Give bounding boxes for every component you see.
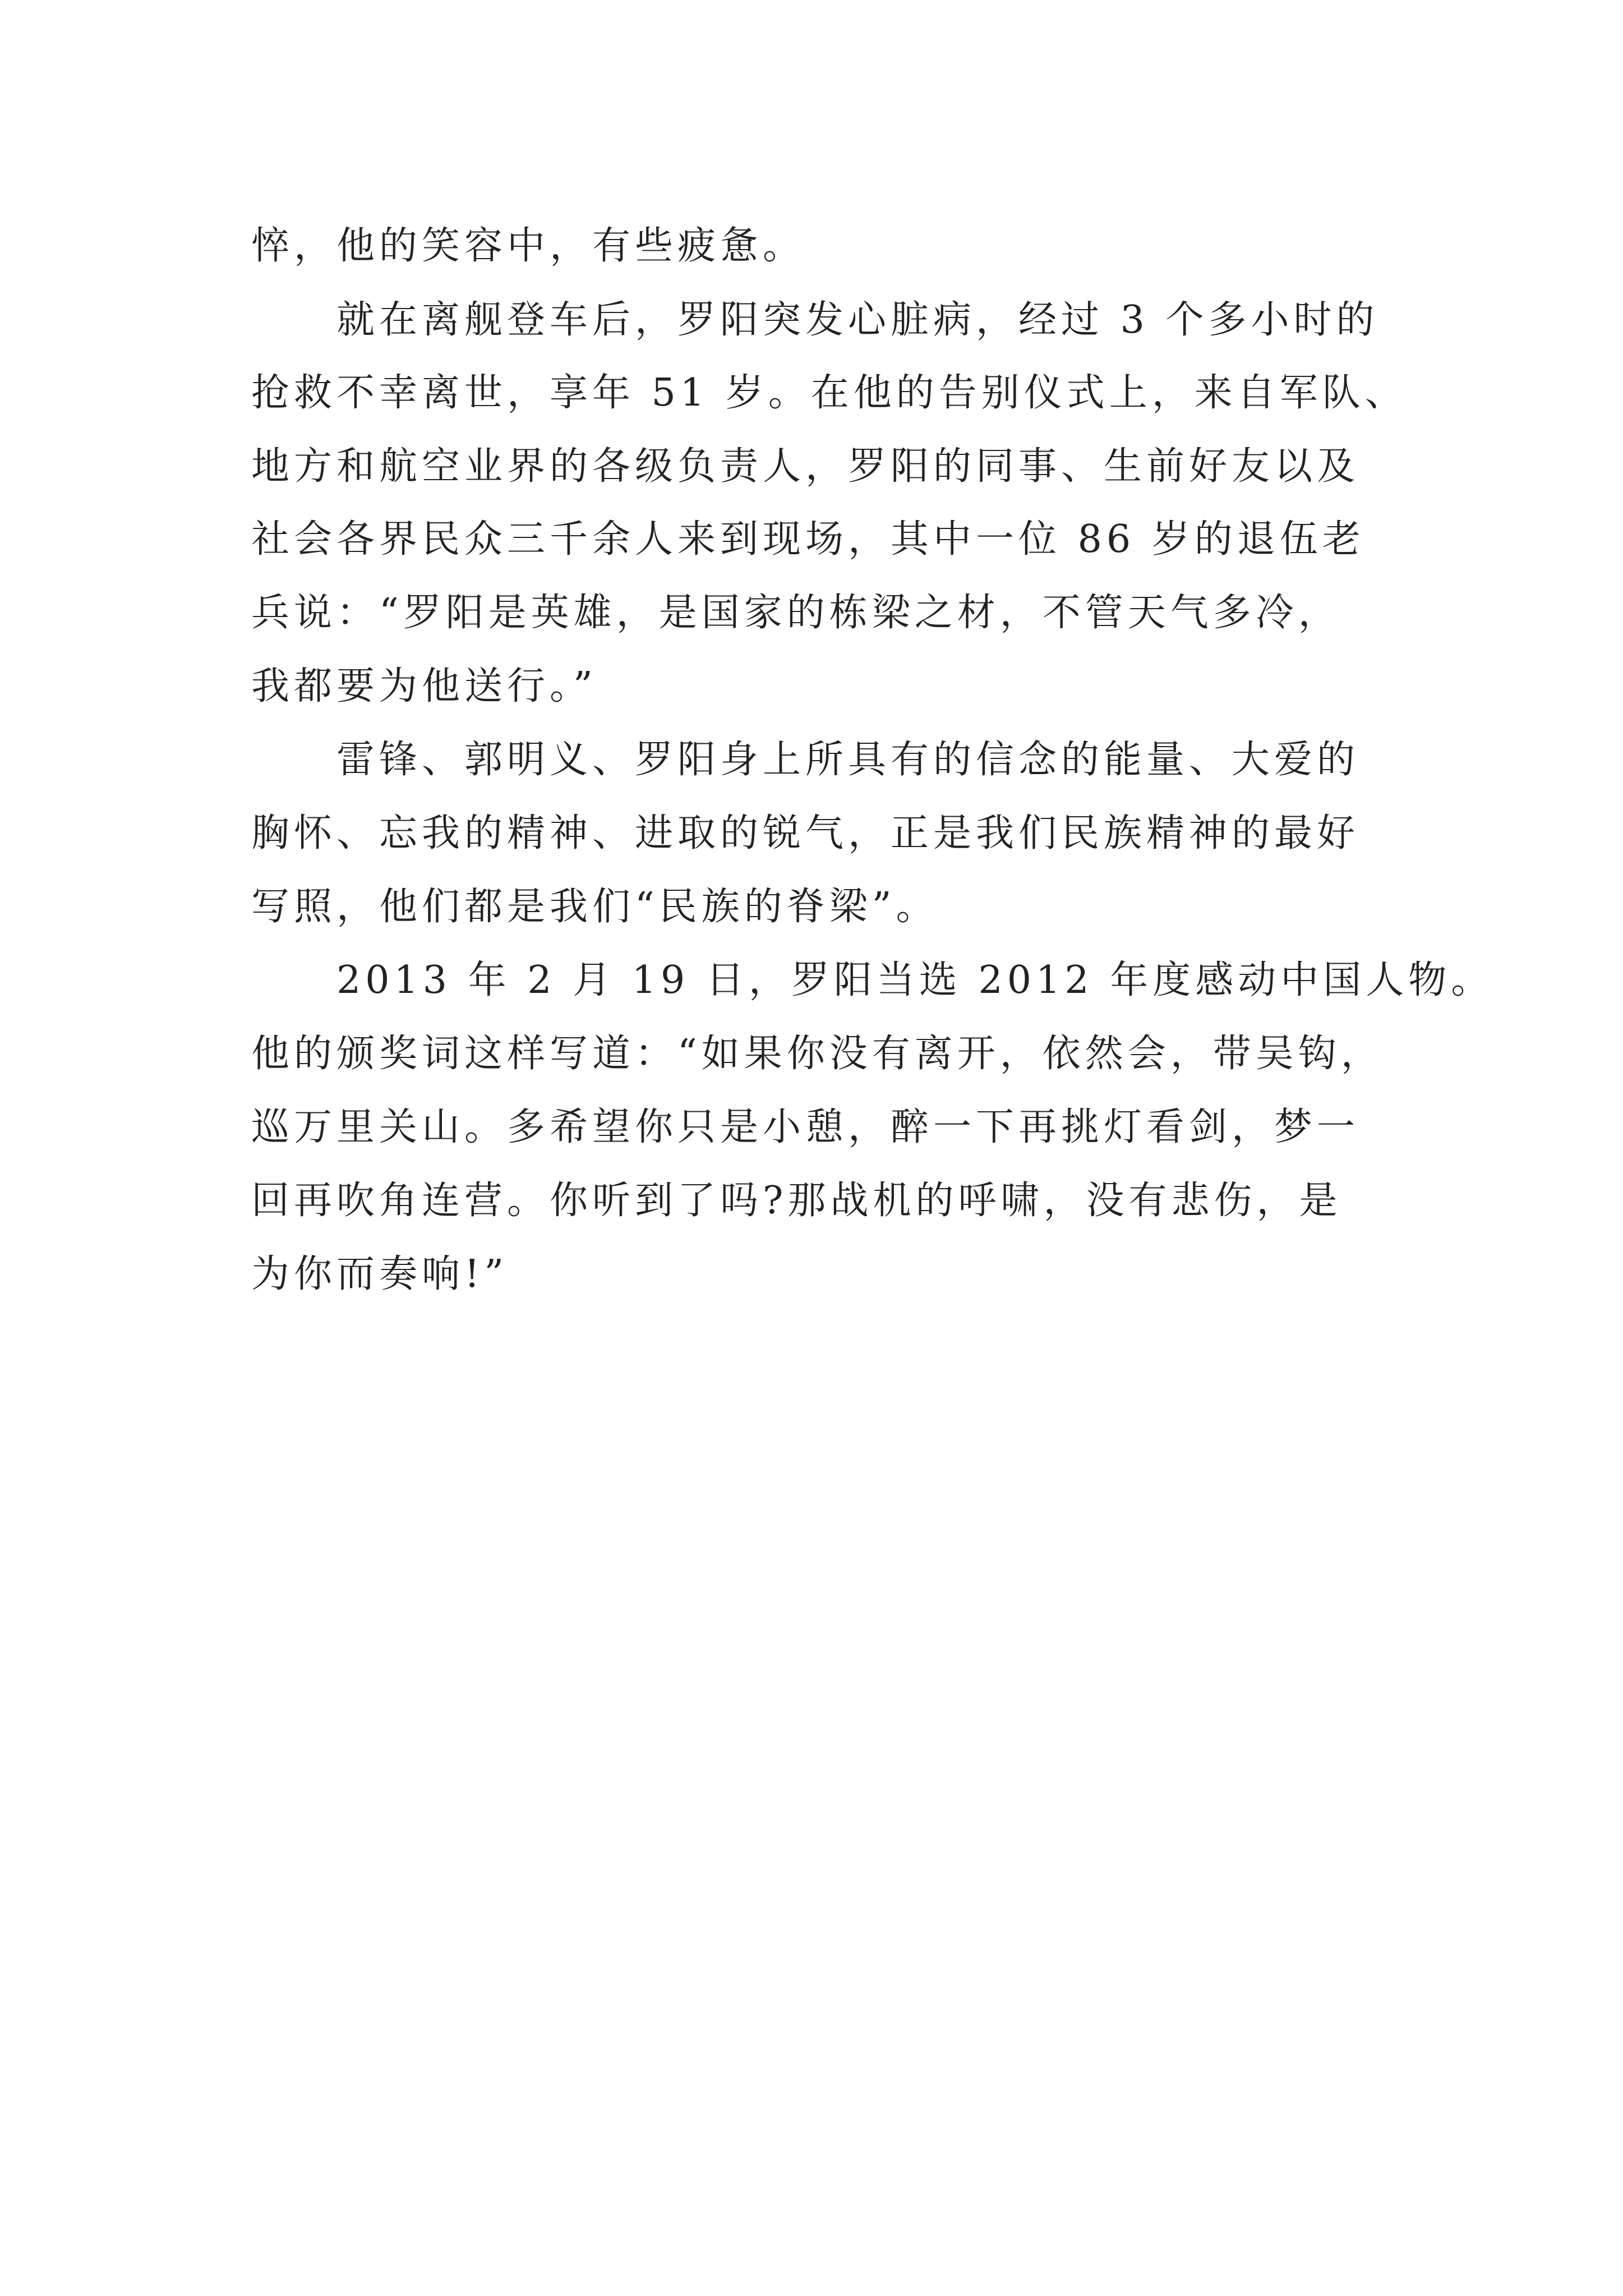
text-line: 抢救不幸离世，享年 51 岁。在他的告别仪式上，来自军队、 [251, 371, 1408, 415]
text-line: 他的颁奖词这样写道：“如果你没有离开，依然会，带吴钩， [251, 1032, 1384, 1076]
text-line: 地方和航空业界的各级负责人，罗阳的同事、生前好友以及 [251, 444, 1360, 489]
text-line: 兵说：“罗阳是英雄，是国家的栋梁之材，不管天气多冷， [251, 591, 1341, 635]
text-line: 悴，他的笑容中，有些疲惫。 [251, 224, 806, 268]
text-line: 雷锋、郭明义、罗阳身上所具有的信念的能量、大爱的 [336, 738, 1360, 782]
text-line: 我都要为他送行。” [251, 664, 597, 708]
text-line: 写照，他们都是我们“民族的脊梁”。 [251, 885, 939, 929]
text-line: 2013 年 2 月 19 日，罗阳当选 2012 年度感动中国人物。 [336, 958, 1494, 1002]
text-line: 胸怀、忘我的精神、进取的锐气，正是我们民族精神的最好 [251, 811, 1360, 855]
text-line: 巡万里关山。多希望你只是小憩，醉一下再挑灯看剑，梦一 [251, 1105, 1360, 1149]
text-line: 就在离舰登车后，罗阳突发心脏病，经过 3 个多小时的 [336, 298, 1379, 342]
text-line: 为你而奏响!” [251, 1252, 509, 1296]
text-line: 社会各界民众三千余人来到现场，其中一位 86 岁的退伍老 [251, 517, 1365, 562]
text-line: 回再吹角连营。你听到了吗?那战机的呼啸，没有悲伤，是 [251, 1179, 1342, 1223]
